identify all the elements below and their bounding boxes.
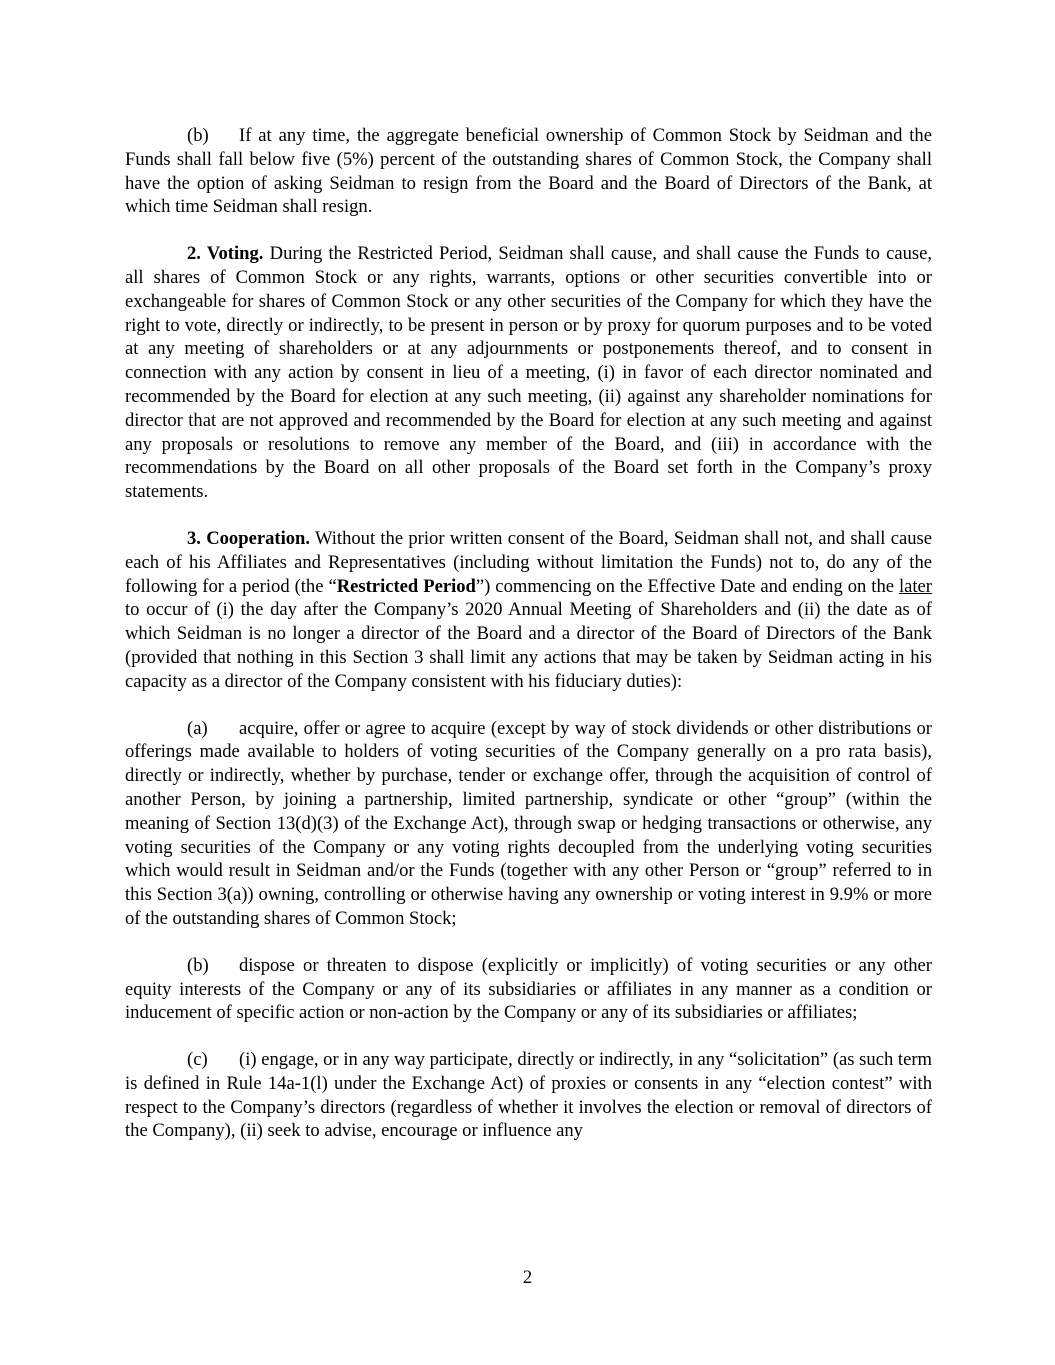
paragraph-text: During the Restricted Period, Seidman shall cause, and shall cause the Funds to cause, all shares of Common Stock or any rights, warrants, options or other securities convertible into or exchangeable for shares of Common Stock or any other securities of the Company for which they have the right to vote, directly or indirectly, to be present in person or by proxy for quorum purposes and to be voted at any meeting of shareholders or at any adjournments or postponements thereof, and to consent in connection with any action by consent in lieu of a meeting, (i) in favor of each director nominated and recommended by the Board for election at any such meeting, (ii) against any shareholder nominations for director that are not approved and recommended by the Board for election at any such meeting and against any proposals or resolutions to remove any member of the Board, and (iii) in accordance with the recommendations by the Board on all other proposals of the Board set forth in the Company’s proxy statements.	[125, 243, 933, 503]
defined-term-restricted-period: Restricted Period	[336, 575, 476, 597]
paragraph-3a-acquire	[125, 717, 932, 931]
document-page	[125, 124, 932, 1166]
paragraph-text: Without the prior written consent of the Board, Seidman shall not, and shall cause each of his Affiliates and Representatives (including without limitation the Funds) not to, do any of the following for a period (the “	[125, 527, 932, 597]
item-label: (c)	[187, 1049, 208, 1071]
item-label: (b)	[187, 125, 209, 146]
paragraph-2-voting	[125, 242, 932, 504]
paragraph-text: If at any time, the aggregate beneficial ownership of Common Stock by Seidman and the Funds shall fall below five (5%) percent of the outstanding shares of Common Stock, the Company shall have the option of asking Seidman to resign from the Board and the Board of Directors of the Bank, at which time Seidman shall resign.	[125, 125, 932, 218]
paragraph-text: ”) commencing on the Effective Date and ending on the	[475, 575, 899, 597]
section-heading-cooperation: 3. Cooperation.	[187, 527, 311, 549]
paragraph-text: dispose or threaten to dispose (explicitly or implicitly) of voting securities or any other equity interests of the Company or any of its subsidiaries or affiliates in any manner as a condition or inducement of specific action or non-action by the Company or any of its subsidiaries or affiliates;	[125, 954, 932, 1024]
paragraph-text: (i) engage, or in any way participate, directly or indirectly, in any “solicitation” (as such term is defined in Rule 14a-1(l) under the Exchange Act) of proxies or consents in any “election contest” with respect to the Company’s directors (regardless of whether it involves the election or removal of directors of the Company), (ii) seek to advise, encourage or influence any	[125, 1049, 932, 1142]
item-label: (b)	[187, 954, 209, 976]
paragraph-3b-dispose	[125, 954, 932, 1025]
item-label: (a)	[187, 717, 208, 739]
paragraph-text: acquire, offer or agree to acquire (except by way of stock dividends or other distributions or offerings made available to holders of voting securities of the Company generally on a pro rata basis), directly or indirectly, whether by purchase, tender or exchange offer, through the acquisition of control of another Person, by joining a partnership, limited partnership, syndicate or other “group” (within the meaning of Section 13(d)(3) of the Exchange Act), through swap or hedging transactions or otherwise, any voting securities of the Company or any voting rights decoupled from the underlying voting securities which would result in Seidman and/or the Funds (together with any other Person or “group” referred to in this Section 3(a)) owning, controlling or otherwise having any ownership or voting interest in 9.9% or more of the outstanding shares of Common Stock;	[125, 717, 932, 929]
paragraph-text: to occur of (i) the day after the Company’s 2020 Annual Meeting of Shareholders and (ii) the date as of which Seidman is no longer a director of the Board and a director of the Board of Directors of the Bank (provided that nothing in this Section 3 shall limit any actions that may be taken by Seidman acting in his capacity as a director of the Company consistent with his fiduciary duties):	[125, 599, 932, 692]
paragraph-3c-solicitation	[125, 1048, 932, 1143]
underlined-term-later: later	[898, 575, 932, 597]
paragraph-3-cooperation	[125, 527, 932, 694]
section-heading-voting: 2. Voting.	[187, 243, 264, 265]
paragraph-1b-resignation	[125, 124, 932, 219]
page-number: 2	[522, 1267, 533, 1288]
